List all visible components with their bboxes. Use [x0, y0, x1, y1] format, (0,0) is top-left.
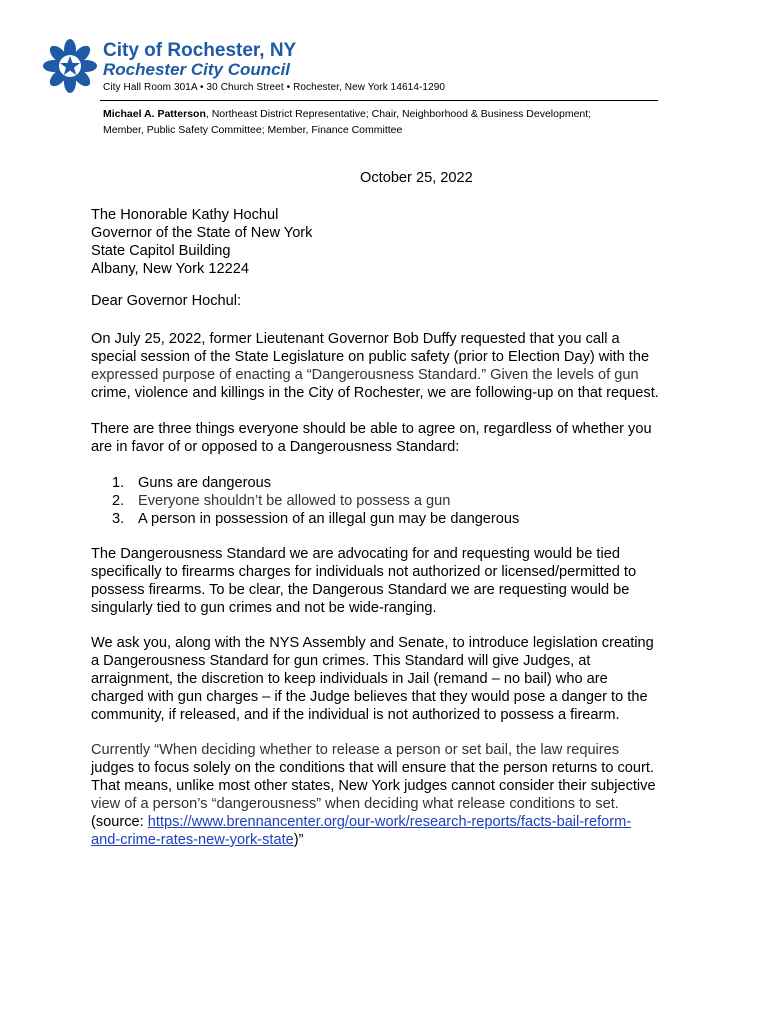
text-line: There are three things everyone should be able to agree on, regardless of whether you [91, 421, 652, 437]
numbered-list [112, 474, 672, 528]
representative-info [103, 106, 663, 138]
source-line [91, 831, 691, 849]
representative-name: Michael A. Patterson [103, 108, 206, 120]
recipient-line: State Capitol Building [91, 243, 231, 259]
text-line: crime, violence and killings in the City of Rochester, we are following-up on that request. [91, 385, 659, 401]
source-line [91, 813, 691, 831]
source-link-continued[interactable]: and-crime-rates-new-york-state [91, 832, 294, 848]
source-suffix: )” [293, 832, 304, 848]
recipient-line: Albany, New York 12224 [91, 261, 249, 277]
paragraph-1 [91, 330, 691, 402]
source-link[interactable]: https://www.brennancenter.org/our-work/research-reports/facts-bail-reform- [147, 814, 632, 830]
recipient-line: Governor of the State of New York [91, 225, 313, 241]
list-text: A person in possession of an illegal gun may be dangerous [138, 511, 520, 527]
text-line: We ask you, along with the NYS Assembly and Senate, to introduce legislation creating [91, 635, 654, 651]
text-line: judges to focus solely on the conditions that will ensure that the person returns to court. [91, 760, 654, 776]
paragraph-3 [91, 545, 691, 617]
text-line: expressed purpose of enacting a “Dangerousness Standard.” Given the levels of gun [91, 367, 639, 383]
text-line: are in favor of or opposed to a Dangerousness Standard: [91, 439, 460, 455]
recipient-address [91, 206, 691, 278]
list-number: 3. [112, 511, 125, 527]
salutation: Dear Governor Hochul: [91, 293, 242, 309]
text-line: The Dangerousness Standard we are advocating for and requesting would be tied [91, 546, 620, 562]
text-line: charged with gun charges – if the Judge believes that they would pose a danger to the [91, 689, 648, 705]
list-number: 1. [112, 475, 125, 491]
letter-date: October 25, 2022 [360, 170, 473, 186]
paragraph-5 [91, 741, 691, 849]
list-text: Guns are dangerous [138, 475, 272, 491]
paragraph-2 [91, 420, 691, 456]
text-line: community, if released, and if the individual is not authorized to possess a firearm. [91, 707, 620, 723]
text-line: view of a person’s “dangerousness” when deciding what release conditions to set. [91, 796, 619, 812]
office-address: City Hall Room 301A • 30 Church Street • Rochester, New York 14614-1290 [103, 82, 446, 93]
text-line: specifically to firearms charges for individuals not authorized or licensed/permitted to [91, 564, 637, 580]
list-item [112, 510, 672, 528]
text-line: arraignment, the discretion to keep individuals in Jail (remand – no bail) who are [91, 671, 608, 687]
letterhead-divider [100, 100, 658, 101]
representative-titles-1: , Northeast District Representative; Chair, Neighborhood & Business Development; [205, 108, 592, 120]
text-line: That means, unlike most other states, New York judges cannot consider their subjective [91, 778, 656, 794]
text-line: special session of the State Legislature on public safety (prior to Election Day) with the [91, 349, 650, 365]
recipient-line: The Honorable Kathy Hochul [91, 207, 279, 223]
list-text: Everyone shouldn’t be allowed to possess a gun [138, 493, 451, 509]
text-line: possess firearms. To be clear, the Dangerous Standard we are requesting would be [91, 582, 630, 598]
list-number: 2. [112, 493, 125, 509]
text-line: a Dangerousness Standard for gun crimes. This Standard will give Judges, at [91, 653, 591, 669]
org-name: City of Rochester, NY [103, 40, 297, 61]
paragraph-4 [91, 634, 691, 724]
list-item [112, 474, 672, 492]
council-name: Rochester City Council [103, 60, 291, 79]
source-prefix: (source: [91, 814, 148, 830]
text-line: On July 25, 2022, former Lieutenant Governor Bob Duffy requested that you call a [91, 331, 620, 347]
text-line: singularly tied to gun crimes and not be wide-ranging. [91, 600, 437, 616]
representative-titles-2: Member, Public Safety Committee; Member, Finance Committee [103, 124, 403, 136]
flower-seal-icon [42, 38, 98, 94]
list-item [112, 492, 672, 510]
text-line: Currently “When deciding whether to release a person or set bail, the law requires [91, 742, 620, 758]
